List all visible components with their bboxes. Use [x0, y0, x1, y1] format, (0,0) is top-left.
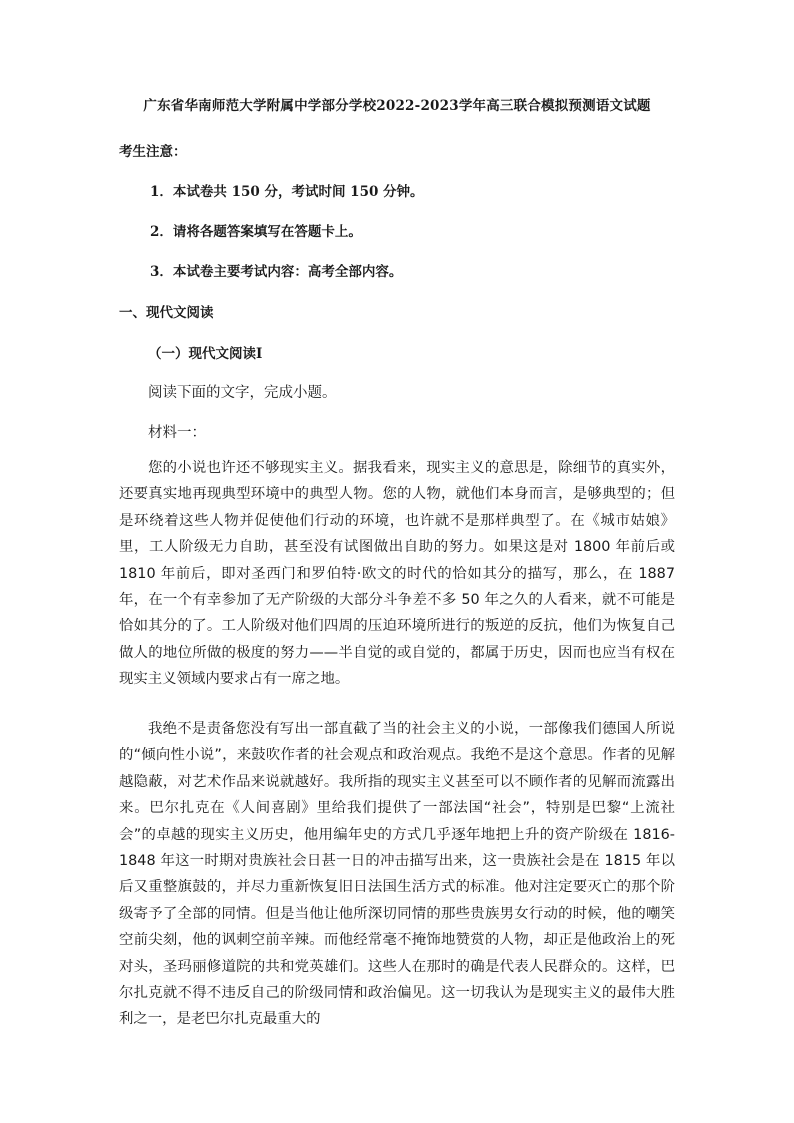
notice-item-3: 3．本试卷主要考试内容：高考全部内容。 — [150, 264, 403, 280]
section-heading: 一、现代文阅读 — [119, 305, 214, 321]
document-title: 广东省华南师范大学附属中学部分学校2022-2023学年高三联合模拟预测语文试题 — [143, 98, 651, 114]
subsection-heading: （一）现代文阅读Ⅰ — [148, 346, 263, 362]
instruction-text: 阅读下面的文字，完成小题。 — [148, 385, 337, 401]
notice-heading: 考生注意： — [119, 144, 187, 160]
notice-item-1: 1．本试卷共 150 分，考试时间 150 分钟。 — [150, 184, 424, 200]
body-paragraph-1: 您的小说也许还不够现实主义。据我看来，现实主义的意思是，除细节的真实外，还要真实地再现典型环境中的典型人物。您的人物，就他们本身而言，是够典型的；但是环绕着这些人物并促使他们行动的环境，也许就不是那样典型了。在《城市姑娘》里，工人阶级无力自助，甚至没有试图做出自助的努力。如果这是对 1800 年前后或 1810 年前后，即对圣西门和罗伯特·欧文的时代的恰如其分的描写，那么，在 1887 年，在一个有幸参加了无产阶级的大部分斗争差不多 50 年之久的人看来，就不可能是恰如其分的了。工人阶级对他们四周的压迫环境所进行的叛逆的反抗，他们为恢复自己做人的地位所做的极度的努力——半自觉的或自觉的，都属于历史，因而也应当有权在现实主义领域内要求占有一席之地。 — [119, 460, 675, 688]
notice-item-2: 2．请将各题答案填写在答题卡上。 — [150, 224, 362, 240]
material-label: 材料一： — [148, 425, 206, 441]
body-paragraph-2: 我绝不是责备您没有写出一部直截了当的社会主义的小说，一部像我们德国人所说的“倾向性小说”，来鼓吹作者的社会观点和政治观点。我绝不是这个意思。作者的见解越隐蔽，对艺术作品来说就越好。我所指的现实主义甚至可以不顾作者的见解而流露出来。巴尔扎克在《人间喜剧》里给我们提供了一部法国“社会”，特别是巴黎“上流社会”的卓越的现实主义历史，他用编年史的方式几乎逐年地把上升的资产阶级在 1816-1848 年这一时期对贵族社会日甚一日的冲击描写出来，这一贵族社会是在 1815 年以后又重整旗鼓的，并尽力重新恢复旧日法国生活方式的标准。他对注定要灭亡的那个阶级寄予了全部的同情。但是当他让他所深切同情的那些贵族男女行动的时候，他的嘲笑空前尖刻，他的讽刺空前辛辣。而他经常毫不掩饰地赞赏的人物，却正是他政治上的死对头，圣玛丽修道院的共和党英雄们。这些人在那时的确是代表人民群众的。这样，巴尔扎克就不得不违反自己的阶级同情和政治偏见。这一切我认为是现实主义的最伟大胜利之一，是老巴尔扎克最重大的 — [119, 721, 675, 1028]
